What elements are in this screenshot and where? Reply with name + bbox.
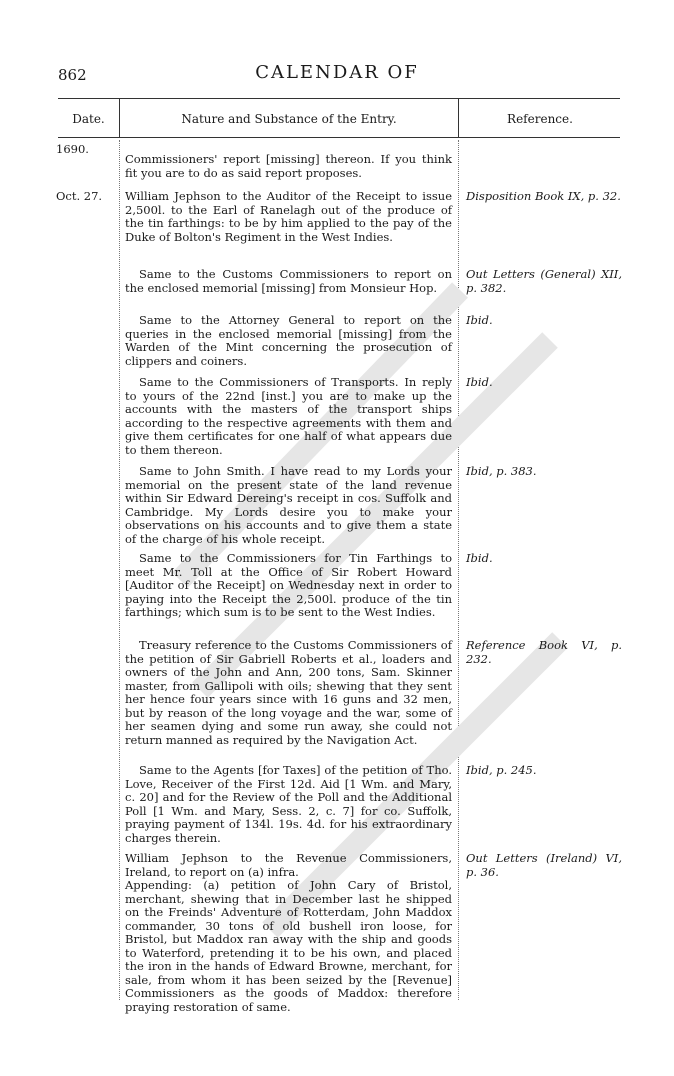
entry-text: Same to the Commissioners of Transports. In reply to yours of the 22nd [inst.] you are to make up the accounts with the masters of the transport ships according to the respective agreements with them and give them certificates for one half of what appears due to them thereon.	[125, 375, 452, 457]
entry-reference: Ibid.	[466, 375, 493, 389]
table-head-rule	[58, 137, 620, 138]
entry-text: Same to the Commissioners for Tin Farthings to meet Mr. Toll at the Office of Sir Robert Howard [Auditor of the Receipt] on Wednesday next in order to paying into the Receipt the 2,500l. produce of the tin farthings; which sum is to be sent to the West Indies.	[125, 551, 452, 619]
entry-date: Oct. 27.	[56, 189, 103, 203]
year-label: 1690.	[56, 142, 89, 156]
entry-text: Same to the Agents [for Taxes] of the petition of Tho. Love, Receiver of the First 12d. Aid [1 Wm. and Mary, c. 20] and for the Review of the Poll and the Additional Poll [1 Wm. and Mary, Sess. 2, c. 7] for co. Suffolk, praying payment of 134l. 19s. 4d. for his extraordinary charges therein.	[125, 763, 452, 845]
table-top-rule	[58, 98, 620, 99]
entry-reference: Ibid.	[466, 313, 493, 327]
column-header-reference: Reference.	[507, 112, 573, 126]
entry-reference: Out Letters (General) XII, p. 382.	[466, 267, 622, 295]
entry-appending-text: Appending: (a) petition of John Cary of Bristol, merchant, shewing that in December last he shipped on the Freinds' Adventure of Rotterdam, John Maddox commander, 30 tons of old bushell iron loose, for Bristol, but Maddox ran away with the ship and goods to Waterford, pretending it to be his own, and placed the iron in the hands of Edward Browne, merchant, for sale, from whom it has been seized by the [Revenue] Commissioners as the goods of Maddox: therefore praying restoration of same.	[125, 878, 452, 1014]
entry-reference: Ibid, p. 245.	[466, 763, 537, 777]
page-number: 862	[58, 66, 87, 84]
entry-text: William Jephson to the Auditor of the Receipt to issue 2,500l. to the Earl of Ranelagh out of the produce of the tin farthings: to be by him applied to the pay of the Duke of Bolton's Regiment in the West Indies.	[125, 189, 452, 244]
entry-text: Commissioners' report [missing] thereon. If you think fit you are to do as said report proposes.	[125, 152, 452, 180]
column-divider-dotted	[119, 140, 120, 1000]
entry-text: Same to the Customs Commissioners to report on the enclosed memorial [missing] from Monsieur Hop.	[125, 267, 452, 295]
entry-reference: Reference Book VI, p. 232.	[466, 638, 622, 666]
entry-reference: Disposition Book IX, p. 32.	[466, 189, 621, 203]
entry-reference: Out Letters (Ireland) VI, p. 36.	[466, 851, 622, 879]
entry-reference: Ibid, p. 383.	[466, 464, 537, 478]
column-header-nature: Nature and Substance of the Entry.	[181, 112, 397, 126]
page-title: CALENDAR OF	[255, 62, 419, 83]
entry-text: Treasury reference to the Customs Commissioners of the petition of Sir Gabriell Roberts et al., loaders and owners of the John and Ann, 200 tons, Sam. Skinner master, from Gallipoli with oils; shewing that they sent her hence four years since with 16 guns and 32 men, but by reason of the long voyage and the war, some of her seamen dying and some run away, she could not return manned as required by the Navigation Act.	[125, 638, 452, 747]
entry-text: Same to John Smith. I have read to my Lords your memorial on the present state of the land revenue within Sir Edward Dereing's receipt in cos. Suffolk and Cambridge. My Lords desire you to make your observations on his accounts and to give them a state of the charge of his whole receipt.	[125, 464, 452, 546]
column-header-date: Date.	[72, 112, 105, 126]
column-divider-dotted	[458, 140, 459, 1000]
entry-reference: Ibid.	[466, 551, 493, 565]
entry-text: Same to the Attorney General to report on the queries in the enclosed memorial [missing] from the Warden of the Mint concerning the prosecution of clippers and coiners.	[125, 313, 452, 368]
entry-text: William Jephson to the Revenue Commissioners, Ireland, to report on (a) infra.	[125, 851, 452, 879]
